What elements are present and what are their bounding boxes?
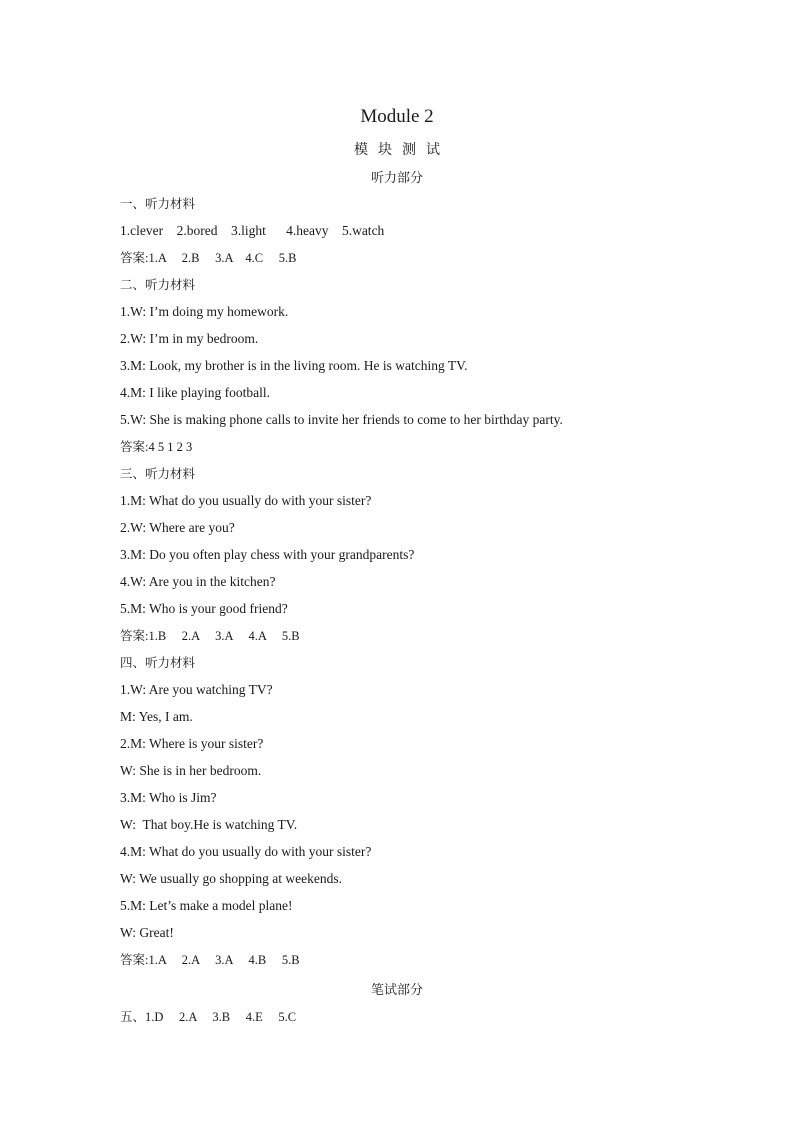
text-line: 1.W: I’m doing my homework.: [120, 304, 289, 319]
text-line: 4.W: Are you in the kitchen?: [120, 574, 276, 589]
text-line: 1.clever 2.bored 3.light 4.heavy 5.watch: [120, 223, 385, 238]
text-line: 3.M: Do you often play chess with your grandparents?: [120, 547, 415, 562]
answer-line: 答案:1.A 2.A 3.A 4.B 5.B: [120, 953, 300, 967]
part-heading: 一、听力材料: [120, 197, 196, 211]
part-heading: 三、听力材料: [120, 467, 196, 481]
text-line: M: Yes, I am.: [120, 709, 193, 724]
text-line: W: She is in her bedroom.: [120, 763, 262, 778]
text-line: 1.W: Are you watching TV?: [120, 682, 273, 697]
answer-line: 答案:4 5 1 2 3: [120, 440, 193, 454]
part-heading: 四、听力材料: [120, 656, 196, 670]
listening-content: [120, 194, 720, 977]
text-line: 5.M: Who is your good friend?: [120, 601, 288, 616]
text-line: W: We usually go shopping at weekends.: [120, 871, 342, 886]
writing-content: [120, 1007, 720, 1034]
answer-line: 五、1.D 2.A 3.B 4.E 5.C: [120, 1010, 297, 1024]
part-heading: 二、听力材料: [120, 278, 196, 292]
section-heading-writing: 笔试部分: [370, 982, 423, 997]
text-line: 2.W: Where are you?: [120, 520, 235, 535]
answer-line: 答案:1.A 2.B 3.A 4.C 5.B: [120, 251, 297, 265]
text-line: 2.W: I’m in my bedroom.: [120, 331, 259, 346]
text-line: 5.M: Let’s make a model plane!: [120, 898, 293, 913]
answer-line: 答案:1.B 2.A 3.A 4.A 5.B: [120, 629, 300, 643]
text-line: W: That boy.He is watching TV.: [120, 817, 298, 832]
text-line: 4.M: I like playing football.: [120, 385, 270, 400]
text-line: 1.M: What do you usually do with your sister?: [120, 493, 372, 508]
text-line: W: Great!: [120, 925, 174, 940]
text-line: 2.M: Where is your sister?: [120, 736, 264, 751]
text-line: 3.M: Who is Jim?: [120, 790, 217, 805]
text-line: 3.M: Look, my brother is in the living room. He is watching TV.: [120, 358, 468, 373]
text-line: 5.W: She is making phone calls to invite her friends to come to her birthday party.: [120, 412, 563, 427]
page-subtitle: 模块测试: [354, 143, 450, 158]
text-line: 4.M: What do you usually do with your sister?: [120, 844, 372, 859]
section-heading-listening: 听力部分: [370, 170, 423, 185]
page-title: Module 2: [360, 106, 434, 127]
